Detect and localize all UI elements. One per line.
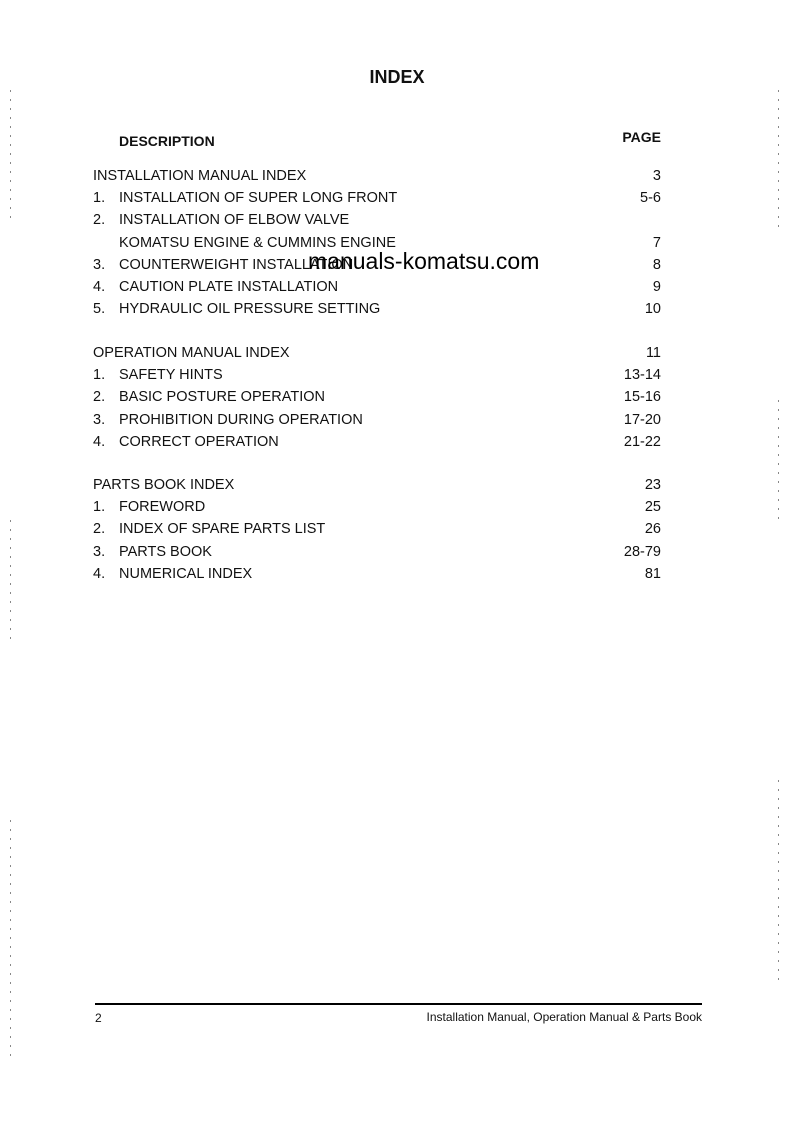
section-page: 11 <box>645 345 661 361</box>
index-entry <box>0 212 794 232</box>
entry-number: 1. <box>93 190 106 207</box>
entry-number: 3. <box>93 543 106 560</box>
entry-page: 10 <box>644 301 661 318</box>
entry-number: 5. <box>93 301 106 318</box>
entry-page: 13-14 <box>623 367 661 384</box>
entry-number: 1. <box>93 499 106 516</box>
entry-title: INSTALLATION OF SUPER LONG FRONT <box>119 190 398 207</box>
description-column-header: DESCRIPTION <box>119 133 215 149</box>
entry-number: 4. <box>93 279 106 295</box>
entry-title: KOMATSU ENGINE & CUMMINS ENGINE <box>119 234 396 251</box>
entry-title: INSTALLATION OF ELBOW VALVE <box>119 212 350 229</box>
index-entry <box>0 521 794 541</box>
entry-page: 81 <box>644 565 661 582</box>
entry-number: 4. <box>93 565 106 582</box>
entry-page: 8 <box>652 256 661 273</box>
entry-page: 28-79 <box>623 543 661 560</box>
entry-page: 5-6 <box>640 190 661 207</box>
entry-title: HYDRAULIC OIL PRESSURE SETTING <box>119 301 381 318</box>
entry-page: 17-20 <box>623 411 661 428</box>
section-page: 23 <box>644 477 661 493</box>
entry-number: 2. <box>93 521 106 538</box>
scan-margin-dots <box>10 520 11 640</box>
index-entry <box>0 499 794 519</box>
footer-rule <box>95 1003 702 1005</box>
entry-number: 3. <box>93 256 106 273</box>
scan-margin-dots <box>10 90 11 220</box>
index-entry <box>0 367 794 387</box>
entry-number: 2. <box>93 389 106 406</box>
section-heading-row <box>0 168 794 188</box>
page-title: INDEX <box>369 67 425 87</box>
page-column-header: PAGE <box>622 129 661 145</box>
scan-margin-dots <box>778 400 779 520</box>
index-entry <box>0 566 794 586</box>
scan-margin-dots <box>10 820 11 1060</box>
index-entry <box>0 190 794 210</box>
entry-page: 25 <box>644 499 661 516</box>
entry-number: 2. <box>93 212 106 229</box>
index-entry <box>0 544 794 564</box>
entry-page: 7 <box>652 234 661 251</box>
entry-page: 26 <box>644 521 661 538</box>
section-page: 3 <box>652 168 661 184</box>
footer-title: Installation Manual, Operation Manual & Parts Book <box>426 1010 702 1024</box>
watermark: manuals-komatsu.com <box>308 248 540 274</box>
entry-title: CAUTION PLATE INSTALLATION <box>119 279 339 295</box>
entry-title: FOREWORD <box>119 499 206 516</box>
entry-title: PARTS BOOK <box>119 543 212 560</box>
entry-title: CORRECT OPERATION <box>119 433 279 450</box>
entry-number: 3. <box>93 411 106 428</box>
entry-page: 15-16 <box>623 389 661 406</box>
section-heading: OPERATION MANUAL INDEX <box>93 345 290 361</box>
scan-margin-dots <box>778 780 779 980</box>
entry-title: NUMERICAL INDEX <box>119 565 253 582</box>
index-entry <box>0 389 794 409</box>
index-entry <box>0 434 794 454</box>
entry-page: 9 <box>652 279 661 295</box>
section-heading: PARTS BOOK INDEX <box>93 477 235 493</box>
entry-title: COUNTERWEIGHT INSTALLATION <box>119 256 354 273</box>
index-entry <box>0 301 794 321</box>
section-heading-row <box>0 477 794 497</box>
entry-number: 4. <box>93 433 106 450</box>
entry-number: 1. <box>93 367 106 384</box>
index-entry <box>0 412 794 432</box>
scan-margin-dots <box>778 90 779 230</box>
entry-title: BASIC POSTURE OPERATION <box>119 389 325 406</box>
page-number: 2 <box>95 1011 102 1025</box>
section-heading-row <box>0 345 794 365</box>
section-heading: INSTALLATION MANUAL INDEX <box>93 168 307 184</box>
entry-page: 21-22 <box>623 433 661 450</box>
entry-title: INDEX OF SPARE PARTS LIST <box>119 521 326 538</box>
entry-title: SAFETY HINTS <box>119 367 223 384</box>
entry-title: PROHIBITION DURING OPERATION <box>119 411 363 428</box>
index-entry <box>0 279 794 299</box>
